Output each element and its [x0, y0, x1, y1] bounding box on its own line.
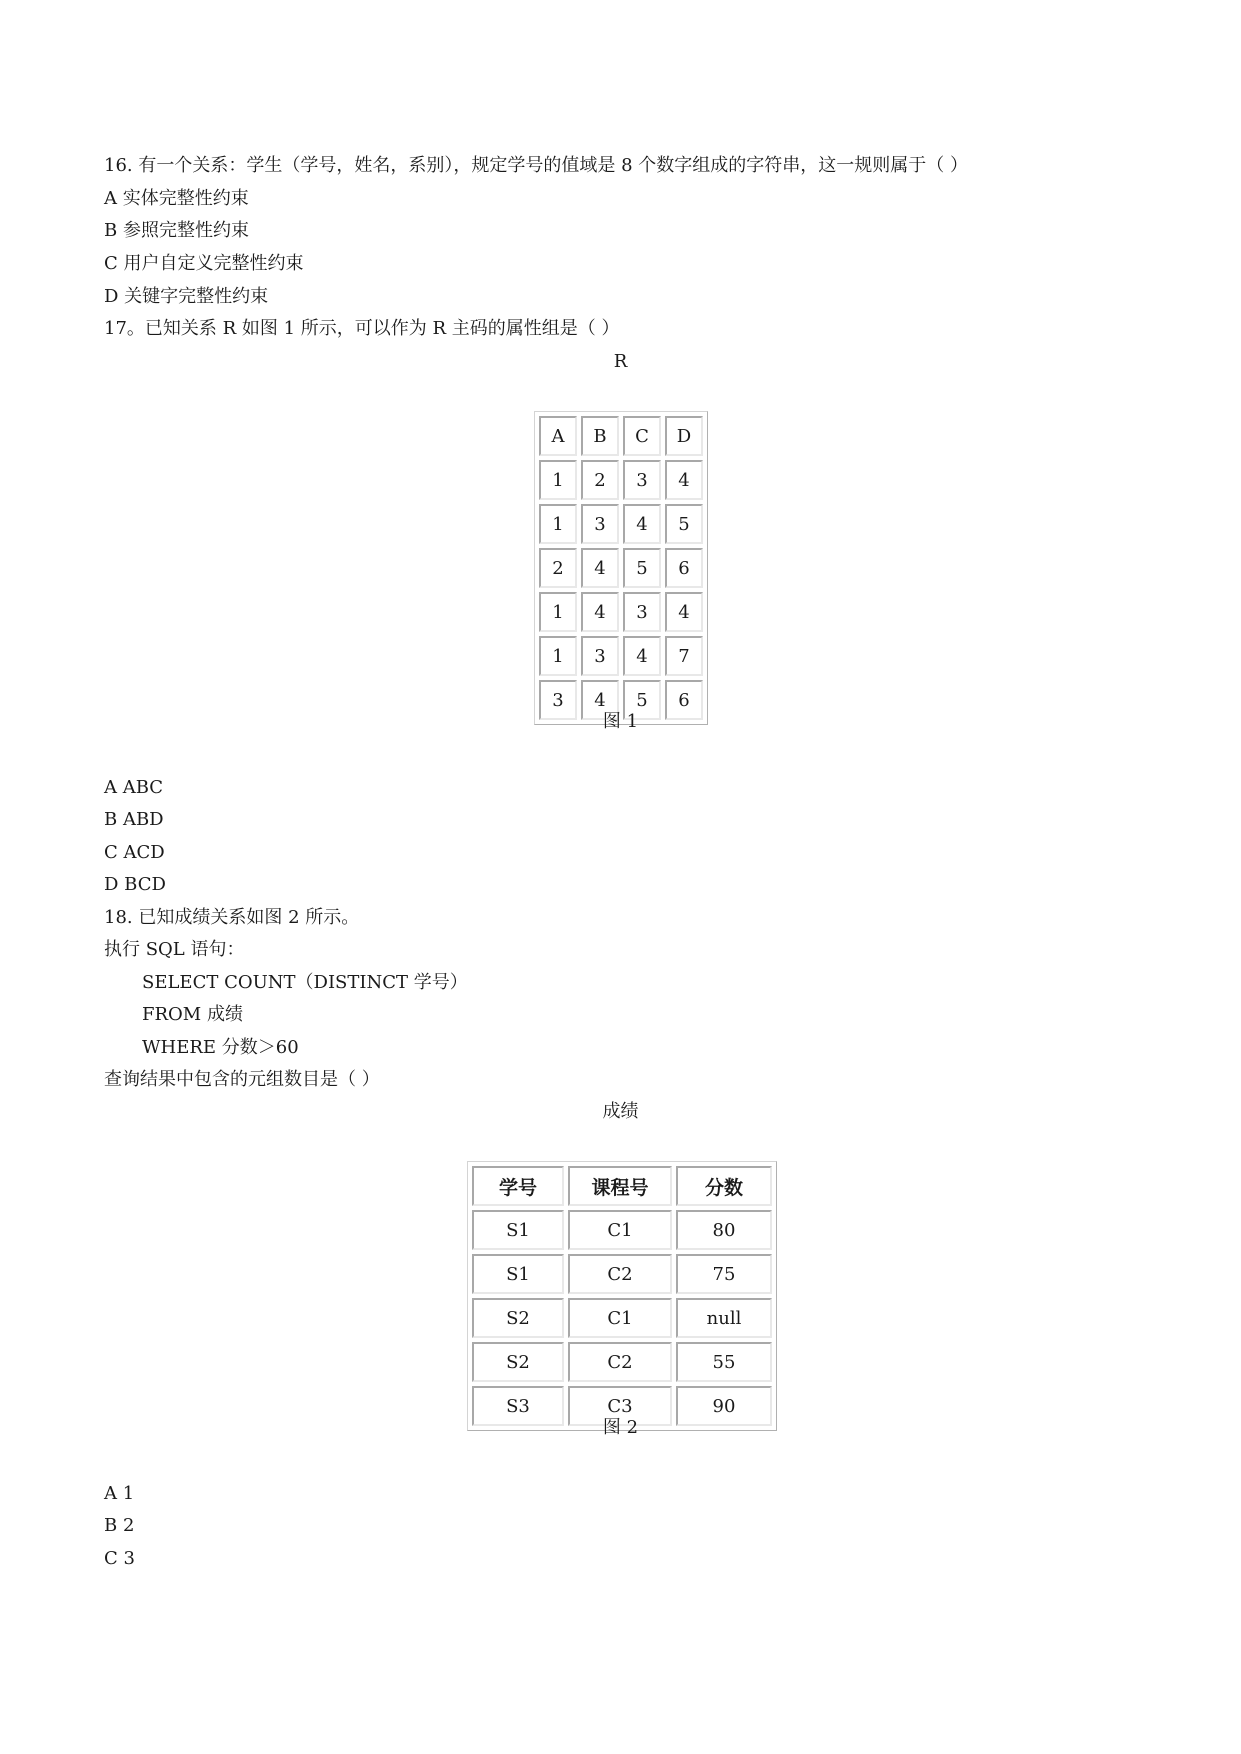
table-row [472, 1298, 772, 1338]
column-header: 分数 [676, 1166, 772, 1206]
sql-line-from: FROM 成绩 [142, 1004, 243, 1025]
table-cell: C3 [568, 1386, 672, 1426]
table-cell: 1 [539, 460, 577, 500]
figure-1-caption: 图 1 [602, 711, 639, 732]
table-row [539, 460, 703, 500]
q17-option-b: B ABD [104, 809, 164, 830]
column-header: A [539, 416, 577, 456]
table-cell: S3 [472, 1386, 564, 1426]
table-cell: S1 [472, 1210, 564, 1250]
q18-option-c: C 3 [104, 1548, 135, 1569]
table-cell: 1 [539, 636, 577, 676]
table-cell: 2 [581, 460, 619, 500]
q16-option-a: A 实体完整性约束 [104, 188, 249, 209]
q17-option-d: D BCD [104, 874, 166, 895]
q18-exec-line: 执行 SQL 语句： [104, 939, 245, 960]
column-header: B [581, 416, 619, 456]
table-row [539, 592, 703, 632]
table-cell: 3 [539, 680, 577, 720]
table-cell: 4 [581, 680, 619, 720]
table-cell: S2 [472, 1342, 564, 1382]
q18-query-line: 查询结果中包含的元组数目是（ ） [104, 1069, 380, 1090]
q17-option-c: C ACD [104, 842, 165, 863]
table-cell: 3 [623, 592, 661, 632]
q16-option-d: D 关键字完整性约束 [104, 286, 269, 307]
table-cell: C2 [568, 1342, 672, 1382]
table-cell: 4 [623, 636, 661, 676]
column-header: 学号 [472, 1166, 564, 1206]
q18-option-a: A 1 [104, 1483, 135, 1504]
column-header: C [623, 416, 661, 456]
table-cell: 90 [676, 1386, 772, 1426]
table-cell: S2 [472, 1298, 564, 1338]
table-header-row [539, 416, 703, 456]
table-cell: 1 [539, 504, 577, 544]
table-cell: 1 [539, 592, 577, 632]
q17-stem: 17。已知关系 R 如图 1 所示，可以作为 R 主码的属性组是（ ） [104, 318, 620, 339]
table-row [472, 1210, 772, 1250]
q16-option-c: C 用户自定义完整性约束 [104, 253, 304, 274]
table-cell: 3 [581, 504, 619, 544]
table-cell: 80 [676, 1210, 772, 1250]
table-cell: 75 [676, 1254, 772, 1294]
table-cell: 4 [581, 548, 619, 588]
column-header: D [665, 416, 703, 456]
table-cell: 4 [665, 460, 703, 500]
q16-option-b: B 参照完整性约束 [104, 220, 249, 241]
q18-option-b: B 2 [104, 1515, 135, 1536]
table-cell: 4 [665, 592, 703, 632]
figure-2-caption: 图 2 [602, 1417, 639, 1438]
table-cell: 5 [623, 548, 661, 588]
table-cell: 5 [665, 504, 703, 544]
q18-table-title: 成绩 [602, 1101, 639, 1122]
table-cell: C1 [568, 1298, 672, 1338]
table-cell: 3 [623, 460, 661, 500]
score-relation-table [467, 1161, 777, 1431]
table-row [472, 1254, 772, 1294]
table-row [472, 1342, 772, 1382]
sql-line-where: WHERE 分数＞60 [142, 1037, 299, 1058]
q16-stem: 16. 有一个关系：学生（学号，姓名，系别），规定学号的值域是 8 个数字组成的字符串，这一规则属于（ ） [104, 155, 968, 176]
table-row [539, 548, 703, 588]
table-cell: 55 [676, 1342, 772, 1382]
table-row [539, 504, 703, 544]
relation-r-table [534, 411, 708, 725]
table-cell: C2 [568, 1254, 672, 1294]
table-row [539, 636, 703, 676]
table-cell: 7 [665, 636, 703, 676]
table-cell: 2 [539, 548, 577, 588]
q18-stem: 18. 已知成绩关系如图 2 所示。 [104, 907, 360, 928]
sql-line-select: SELECT COUNT（DISTINCT 学号） [142, 972, 468, 993]
table-cell: null [676, 1298, 772, 1338]
q17-option-a: A ABC [104, 777, 164, 798]
q17-table-title: R [613, 351, 628, 372]
table-cell: 4 [623, 504, 661, 544]
table-cell: 3 [581, 636, 619, 676]
table-cell: 4 [581, 592, 619, 632]
table-cell: 6 [665, 548, 703, 588]
table-cell: C1 [568, 1210, 672, 1250]
table-header-row [472, 1166, 772, 1206]
table-cell: 6 [665, 680, 703, 720]
column-header: 课程号 [568, 1166, 672, 1206]
table-cell: 5 [623, 680, 661, 720]
table-cell: S1 [472, 1254, 564, 1294]
